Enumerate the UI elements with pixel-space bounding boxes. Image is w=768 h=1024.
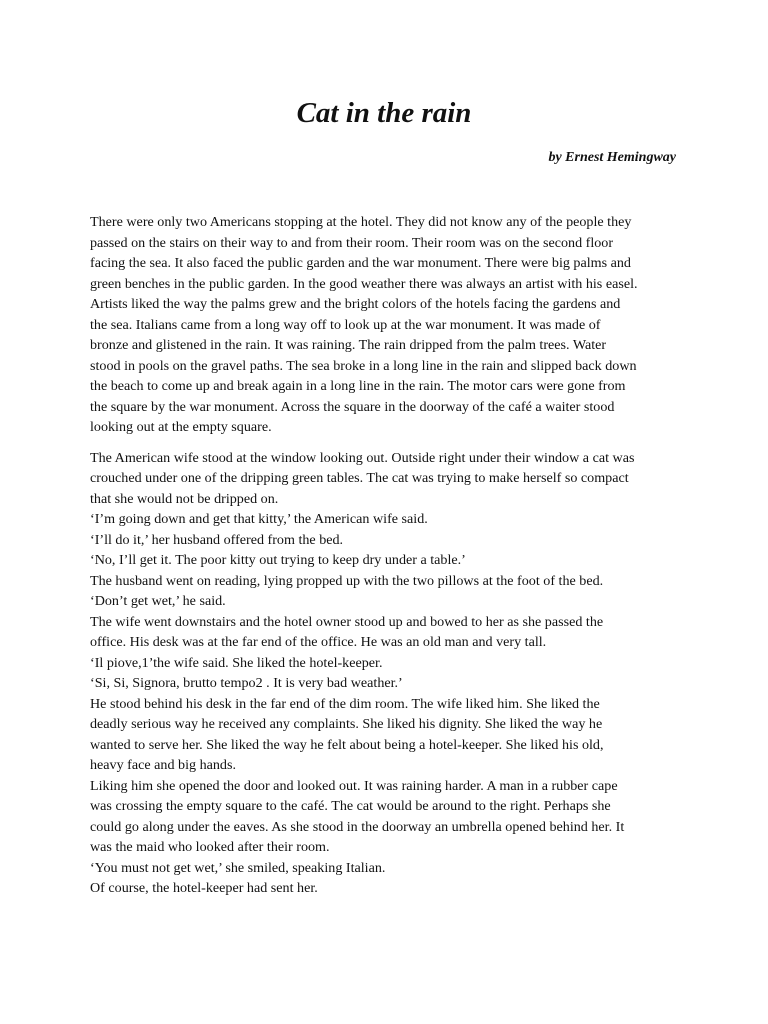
text-line: looking out at the empty square. — [90, 419, 272, 435]
text-line: stood in pools on the gravel paths. The sea broke in a long line in the rain and slipped back down — [90, 357, 637, 374]
text-line: There were only two Americans stopping at the hotel. They did not know any of the people they — [90, 214, 632, 230]
story-author: by Ernest Hemingway — [548, 150, 676, 165]
text-line: ‘Si, Si, Signora, brutto tempo2 . It is very bad weather.’ — [90, 675, 403, 691]
text-line: the square by the war monument. Across the square in the doorway of the café a waiter stood — [90, 398, 615, 415]
text-line: ‘You must not get wet,’ she smiled, speaking Italian. — [90, 859, 386, 876]
text-line: crouched under one of the dripping green tables. The cat was trying to make herself so compact — [90, 470, 629, 486]
text-line: He stood behind his desk in the far end of the dim room. The wife liked him. She liked the — [90, 695, 600, 712]
story-body — [90, 212, 690, 909]
text-line: ‘Il piove,1’the wife said. She liked the hotel-keeper. — [90, 654, 383, 671]
text-line: wanted to serve her. She liked the way he felt about being a hotel-keeper. She liked his old, — [90, 736, 604, 753]
text-line: ‘I’ll do it,’ her husband offered from the bed. — [90, 531, 344, 548]
paragraph-1 — [90, 212, 690, 438]
text-line: ‘Don’t get wet,’ he said. — [90, 593, 226, 609]
text-line: bronze and glistened in the rain. It was raining. The rain dripped from the palm trees. Water — [90, 337, 607, 353]
text-line: heavy face and big hands. — [90, 757, 236, 773]
paragraph-2 — [90, 448, 690, 899]
text-line: Liking him she opened the door and looked out. It was raining harder. A man in a rubber cape — [90, 777, 618, 794]
text-line: was crossing the empty square to the café. The cat would be around to the right. Perhaps she — [90, 798, 611, 814]
text-line: The husband went on reading, lying propped up with the two pillows at the foot of the bed. — [90, 572, 604, 589]
text-line: the beach to come up and break again in a long line in the rain. The motor cars were gone from — [90, 378, 626, 394]
text-line: green benches in the public garden. In the good weather there was always an artist with his easel. — [90, 275, 638, 292]
text-line: was the maid who looked after their room. — [90, 839, 330, 855]
story-title: Cat in the rain — [296, 97, 472, 129]
text-line: the sea. Italians came from a long way off to look up at the war monument. It was made of — [90, 316, 601, 333]
text-line: Artists liked the way the palms grew and the bright colors of the hotels facing the gardens and — [90, 296, 621, 312]
text-line: ‘I’m going down and get that kitty,’ the American wife said. — [90, 511, 428, 527]
text-line: passed on the stairs on their way to and from their room. Their room was on the second floor — [90, 234, 614, 251]
text-line: deadly serious way he received any complaints. She liked his dignity. She liked the way he — [90, 716, 603, 732]
text-line: Of course, the hotel-keeper had sent her. — [90, 880, 318, 896]
text-line: ‘No, I’ll get it. The poor kitty out trying to keep dry under a table.’ — [90, 552, 466, 568]
text-line: The American wife stood at the window looking out. Outside right under their window a cat was — [90, 449, 635, 466]
text-line: that she would not be dripped on. — [90, 490, 279, 507]
text-line: facing the sea. It also faced the public garden and the war monument. There were big palms and — [90, 255, 631, 271]
text-line: could go along under the eaves. As she stood in the doorway an umbrella opened behind her. It — [90, 818, 625, 835]
text-line: office. His desk was at the far end of the office. He was an old man and very tall. — [90, 634, 547, 650]
text-line: The wife went downstairs and the hotel owner stood up and bowed to her as she passed the — [90, 613, 604, 630]
